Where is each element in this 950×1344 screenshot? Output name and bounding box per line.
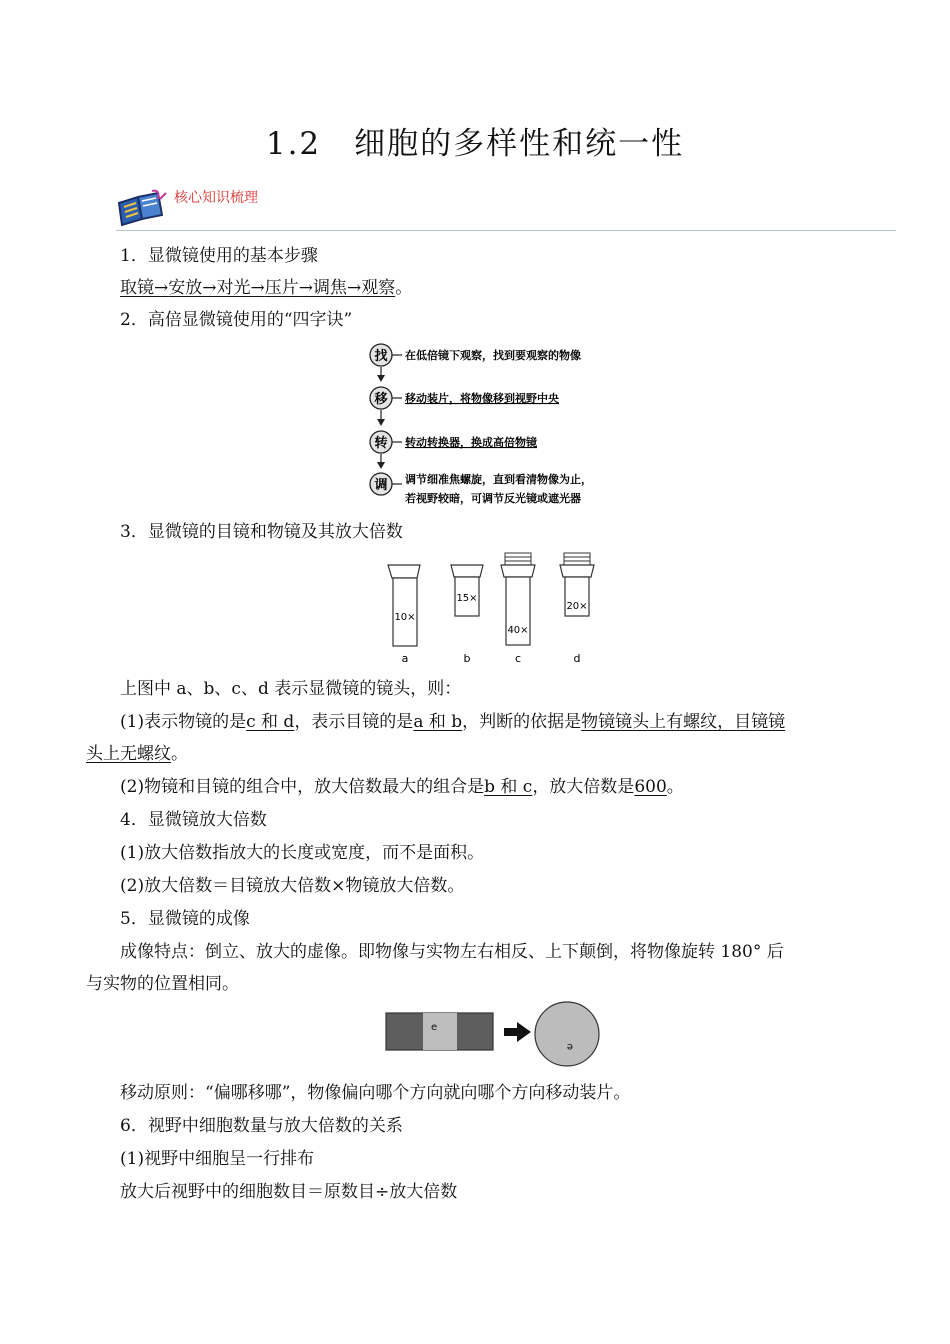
svg-text:b: b (463, 652, 471, 665)
s4-p2: (2)放大倍数＝目镜放大倍数×物镜放大倍数。 (120, 876, 465, 896)
lens-diagram (385, 550, 605, 670)
s6-heading: 6．视野中细胞数量与放大倍数的关系 (120, 1116, 403, 1136)
svg-text:e: e (566, 1041, 573, 1052)
arrow-icon (504, 1022, 531, 1042)
s2-heading: 2．高倍显微镜使用的“四字诀” (120, 310, 353, 330)
flow-step-turn (370, 431, 537, 453)
svg-text:a: a (401, 652, 409, 665)
s5-p1b: 与实物的位置相同。 (86, 974, 239, 994)
s1-steps: 取镜→安放→对光→压片→调焦→观察。 (120, 278, 413, 298)
s4-heading: 4．显微镜放大倍数 (120, 810, 267, 830)
s5-p2: 移动原则：“偏哪移哪”，物像偏向哪个方向就向哪个方向移动装片。 (120, 1083, 631, 1103)
svg-text:10×: 10× (394, 612, 416, 623)
lens-c (501, 553, 535, 665)
flow-step-adjust (370, 472, 592, 505)
s1-heading: 1．显微镜使用的基本步骤 (120, 246, 318, 266)
lens-d (560, 553, 594, 665)
section-header (116, 183, 896, 233)
field-of-view (535, 1002, 599, 1066)
section-divider (116, 230, 896, 231)
svg-text:e: e (431, 1022, 438, 1033)
s5-p1a: 成像特点：倒立、放大的虚像。即物像与实物左右相反、上下颠倒，将物像旋转 180° 后 (120, 942, 784, 962)
s3-q2: (2)物镜和目镜的组合中，放大倍数最大的组合是b 和 c，放大倍数是600。 (120, 777, 684, 797)
flow-step-find (370, 344, 581, 366)
svg-text:转动转换器，换成高倍物镜: 转动转换器，换成高倍物镜 (405, 436, 537, 449)
s3-q1-line1: (1)表示物镜的是c 和 d，表示目镜的是a 和 b，判断的依据是物镜镜头上有螺纹，目镜镜 (120, 712, 786, 732)
svg-text:移动装片，将物像移到视野中央: 移动装片，将物像移到视野中央 (405, 392, 559, 405)
four-step-flowchart (365, 343, 625, 511)
slide-specimen (386, 1013, 493, 1050)
svg-text:d: d (573, 652, 581, 665)
s6-p1: (1)视野中细胞呈一行排布 (120, 1149, 315, 1169)
svg-text:c: c (514, 652, 522, 665)
s3-intro: 上图中 a、b、c、d 表示显微镜的镜头，则： (120, 679, 462, 699)
lens-b (451, 565, 483, 665)
svg-text:调节细准焦螺旋，直到看清物像为止，: 调节细准焦螺旋，直到看清物像为止， (405, 473, 592, 486)
page-title: 1.2 细胞的多样性和统一性 (265, 126, 685, 162)
section-label: 核心知识梳理 (174, 190, 258, 206)
book-icon (116, 189, 168, 229)
svg-text:转: 转 (374, 436, 388, 451)
lens-a (388, 565, 420, 665)
s3-q1-line2: 头上无螺纹。 (86, 744, 188, 764)
svg-text:在低倍镜下观察，找到要观察的物像: 在低倍镜下观察，找到要观察的物像 (405, 349, 581, 362)
steps-sequence: 取镜→安放→对光→压片→调焦→观察 (120, 278, 396, 298)
svg-text:调: 调 (374, 478, 388, 493)
image-inversion-diagram (385, 1000, 605, 1072)
svg-text:找: 找 (374, 349, 388, 364)
svg-text:若视野较暗，可调节反光镜或遮光器: 若视野较暗，可调节反光镜或遮光器 (405, 492, 581, 505)
s3-heading: 3．显微镜的目镜和物镜及其放大倍数 (120, 522, 403, 542)
svg-text:15×: 15× (456, 593, 478, 604)
flow-step-move (370, 387, 559, 409)
s6-p2: 放大后视野中的细胞数目＝原数目÷放大倍数 (120, 1182, 458, 1202)
svg-text:20×: 20× (566, 601, 588, 612)
svg-text:移: 移 (374, 392, 388, 407)
s4-p1: (1)放大倍数指放大的长度或宽度，而不是面积。 (120, 843, 485, 863)
s5-heading: 5．显微镜的成像 (120, 909, 250, 929)
svg-text:40×: 40× (507, 625, 529, 636)
